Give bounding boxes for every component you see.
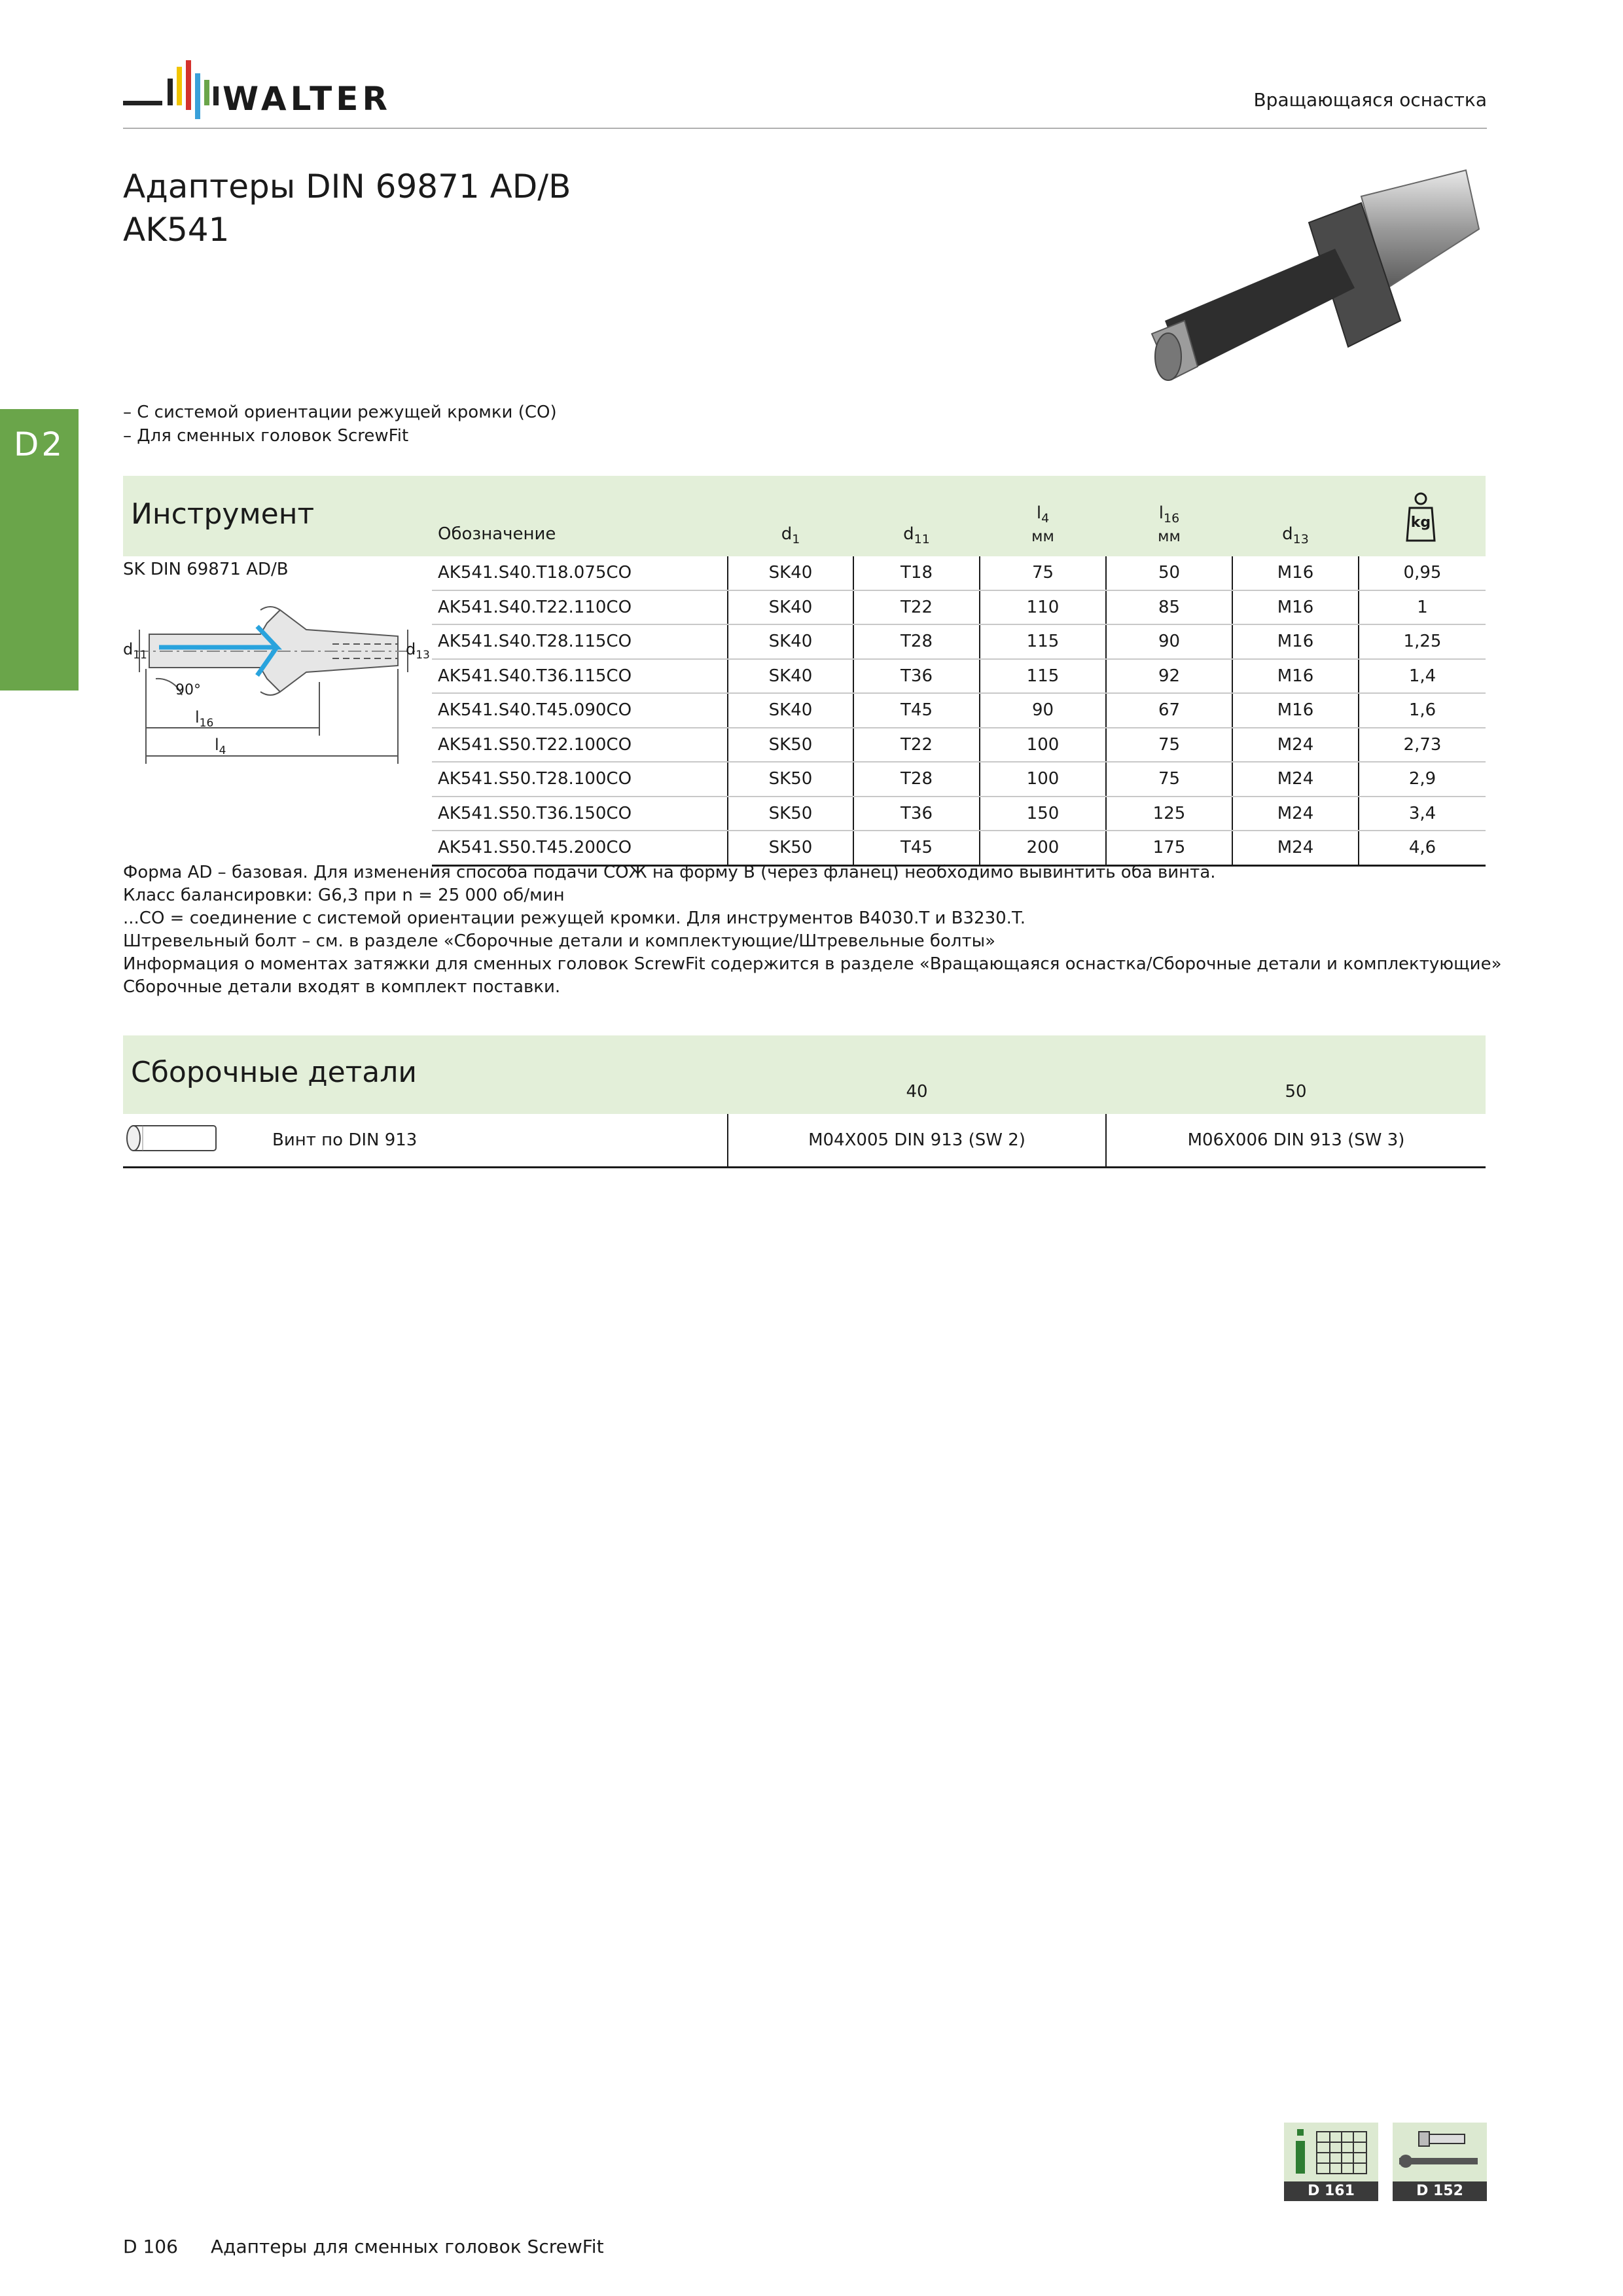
- bolt-wrench-icon: [1393, 2123, 1487, 2181]
- cell-d11: T36: [853, 797, 980, 831]
- walter-logo: [123, 60, 398, 128]
- ref-link-d161[interactable]: [1284, 2123, 1378, 2181]
- page-number: D 106: [123, 2236, 178, 2257]
- cell-d11: T36: [853, 659, 980, 694]
- cell-l4: 75: [980, 556, 1106, 590]
- table-row: [432, 659, 1486, 694]
- feature-list: [123, 401, 557, 448]
- col-header-designation: Обозначение: [438, 524, 556, 544]
- col-header-l16: $l_{16}$ мм: [1158, 503, 1181, 546]
- table-row: [432, 762, 1486, 797]
- chapter-tab: [0, 409, 79, 691]
- tool-holder-illustration: [1113, 157, 1492, 406]
- assembly-value-50: M06X006 DIN 913 (SW 3): [1106, 1114, 1486, 1168]
- cell-d13: M24: [1232, 762, 1359, 797]
- cell-d1: SK40: [728, 693, 853, 728]
- cell-l16: 90: [1106, 624, 1232, 659]
- cell-kg: 1: [1359, 590, 1486, 625]
- cell-l16: 75: [1106, 762, 1232, 797]
- cell-d13: M24: [1232, 831, 1359, 865]
- table-row: [432, 693, 1486, 728]
- cell-d1: SK50: [728, 728, 853, 762]
- table-row: [432, 556, 1486, 590]
- note-line: Форма AD – базовая. Для изменения способа подачи СОЖ на форму B (через фланец) необходимо вывинтить оба винта.: [123, 863, 1216, 882]
- note-line: Класс балансировки: G6,3 при n = 25 000 об/мин: [123, 886, 565, 905]
- cell-designation: AK541.S40.T22.110CO: [432, 590, 728, 625]
- tool-section-title: Инструмент: [131, 497, 315, 531]
- header-section-title: Вращающаяся оснастка: [1253, 89, 1487, 111]
- note-line: Штревельный болт – см. в разделе «Сборочные детали и комплектующие/Штревельные болты»: [123, 931, 996, 951]
- product-image: [1113, 157, 1492, 406]
- cell-designation: AK541.S40.T28.115CO: [432, 624, 728, 659]
- cell-d13: M16: [1232, 556, 1359, 590]
- technical-drawing: [123, 590, 431, 774]
- page-title: [123, 165, 571, 251]
- assembly-value-40: M04X005 DIN 913 (SW 2): [728, 1114, 1106, 1168]
- footer-title: Адаптеры для сменных головок ScrewFit: [211, 2236, 604, 2257]
- assembly-section-title: Сборочные детали: [131, 1056, 417, 1089]
- cell-d13: M16: [1232, 590, 1359, 625]
- cell-d11: T22: [853, 728, 980, 762]
- cell-l16: 50: [1106, 556, 1232, 590]
- table-row: [432, 624, 1486, 659]
- cell-l16: 92: [1106, 659, 1232, 694]
- cell-l16: 125: [1106, 797, 1232, 831]
- drawing-label-d11: $d_{11}$: [123, 640, 147, 662]
- cell-l16: 75: [1106, 728, 1232, 762]
- weight-kg-label: kg: [1410, 514, 1431, 531]
- cell-kg: 3,4: [1359, 797, 1486, 831]
- feature-item: – С системой ориентации режущей кромки (CO): [123, 403, 557, 422]
- tool-type-label: SK DIN 69871 AD/B: [123, 560, 289, 579]
- cell-kg: 2,73: [1359, 728, 1486, 762]
- tool-table: [432, 556, 1486, 867]
- cell-d11: T22: [853, 590, 980, 625]
- table-row: [432, 728, 1486, 762]
- cell-kg: 1,25: [1359, 624, 1486, 659]
- note-line: Сборочные детали входят в комплект поставки.: [123, 977, 561, 997]
- col-header-d11: $d_{11}$: [903, 524, 930, 547]
- cell-d1: SK50: [728, 831, 853, 865]
- cell-l4: 110: [980, 590, 1106, 625]
- brand-name: WALTER: [223, 80, 391, 118]
- weight-kg-icon: [1406, 491, 1436, 542]
- cell-d13: M16: [1232, 693, 1359, 728]
- cell-d11: T28: [853, 624, 980, 659]
- assembly-row: [123, 1114, 1486, 1168]
- assembly-table: [123, 1114, 1486, 1168]
- cell-d13: M24: [1232, 728, 1359, 762]
- cell-d1: SK40: [728, 556, 853, 590]
- feature-item: – Для сменных головок ScrewFit: [123, 426, 409, 446]
- page-title-line2: AK541: [123, 211, 230, 249]
- cell-designation: AK541.S40.T45.090CO: [432, 693, 728, 728]
- cell-l4: 100: [980, 762, 1106, 797]
- cell-designation: AK541.S40.T36.115CO: [432, 659, 728, 694]
- col-header-40: 40: [906, 1082, 928, 1102]
- cell-l16: 85: [1106, 590, 1232, 625]
- col-header-d1: $d_1$: [781, 524, 800, 547]
- cell-l16: 67: [1106, 693, 1232, 728]
- chapter-tab-label: D2: [13, 425, 65, 463]
- col-header-50: 50: [1285, 1082, 1307, 1102]
- cell-designation: AK541.S40.T18.075CO: [432, 556, 728, 590]
- cell-d13: M24: [1232, 797, 1359, 831]
- cell-l4: 90: [980, 693, 1106, 728]
- cell-kg: 0,95: [1359, 556, 1486, 590]
- cell-d13: M16: [1232, 659, 1359, 694]
- cell-d11: T45: [853, 693, 980, 728]
- cell-designation: AK541.S50.T22.100CO: [432, 728, 728, 762]
- cell-l4: 150: [980, 797, 1106, 831]
- note-line: Информация о моментах затяжки для сменных головок ScrewFit содержится в разделе «Вращающаяся оснастка/Сборочные детали и комплектующие»: [123, 954, 1502, 974]
- cell-designation: AK541.S50.T36.150CO: [432, 797, 728, 831]
- cell-d1: SK40: [728, 659, 853, 694]
- note-line: ...CO = соединение с системой ориентации режущей кромки. Для инструментов B4030.T и B3230.T.: [123, 908, 1026, 928]
- cell-l4: 115: [980, 624, 1106, 659]
- table-row: [432, 831, 1486, 865]
- cell-d1: SK50: [728, 797, 853, 831]
- set-screw-icon: [123, 1114, 267, 1168]
- info-table-icon: [1284, 2123, 1378, 2181]
- adapter-drawing: [123, 590, 431, 774]
- cell-d13: M16: [1232, 624, 1359, 659]
- cell-l4: 200: [980, 831, 1106, 865]
- cell-d11: T45: [853, 831, 980, 865]
- drawing-label-l4: $l_4$: [215, 736, 226, 757]
- drawing-label-angle: 90°: [175, 682, 201, 698]
- cell-d1: SK50: [728, 762, 853, 797]
- cell-l16: 175: [1106, 831, 1232, 865]
- header-divider: [123, 128, 1487, 129]
- cell-d1: SK40: [728, 590, 853, 625]
- col-header-l4: $l_4$ мм: [1031, 503, 1054, 546]
- cell-kg: 1,6: [1359, 693, 1486, 728]
- cell-kg: 4,6: [1359, 831, 1486, 865]
- col-header-d13: $d_{13}$: [1282, 524, 1309, 547]
- assembly-part-name: Винт по DIN 913: [267, 1114, 728, 1168]
- drawing-label-d13: $d_{13}$: [406, 640, 430, 662]
- drawing-label-l16: $l_{16}$: [195, 708, 214, 730]
- cell-kg: 1,4: [1359, 659, 1486, 694]
- cell-l4: 115: [980, 659, 1106, 694]
- cell-d1: SK40: [728, 624, 853, 659]
- cell-kg: 2,9: [1359, 762, 1486, 797]
- ref-label-d152[interactable]: D 152: [1393, 2181, 1487, 2201]
- cell-l4: 100: [980, 728, 1106, 762]
- page-title-line1: Адаптеры DIN 69871 AD/B: [123, 168, 571, 206]
- table-row: [432, 797, 1486, 831]
- ref-label-d161[interactable]: D 161: [1284, 2181, 1378, 2201]
- cell-d11: T18: [853, 556, 980, 590]
- notes: [123, 861, 1501, 999]
- ref-link-d152[interactable]: [1393, 2123, 1487, 2181]
- table-row: [432, 590, 1486, 625]
- cell-designation: AK541.S50.T45.200CO: [432, 831, 728, 865]
- cell-designation: AK541.S50.T28.100CO: [432, 762, 728, 797]
- cell-d11: T28: [853, 762, 980, 797]
